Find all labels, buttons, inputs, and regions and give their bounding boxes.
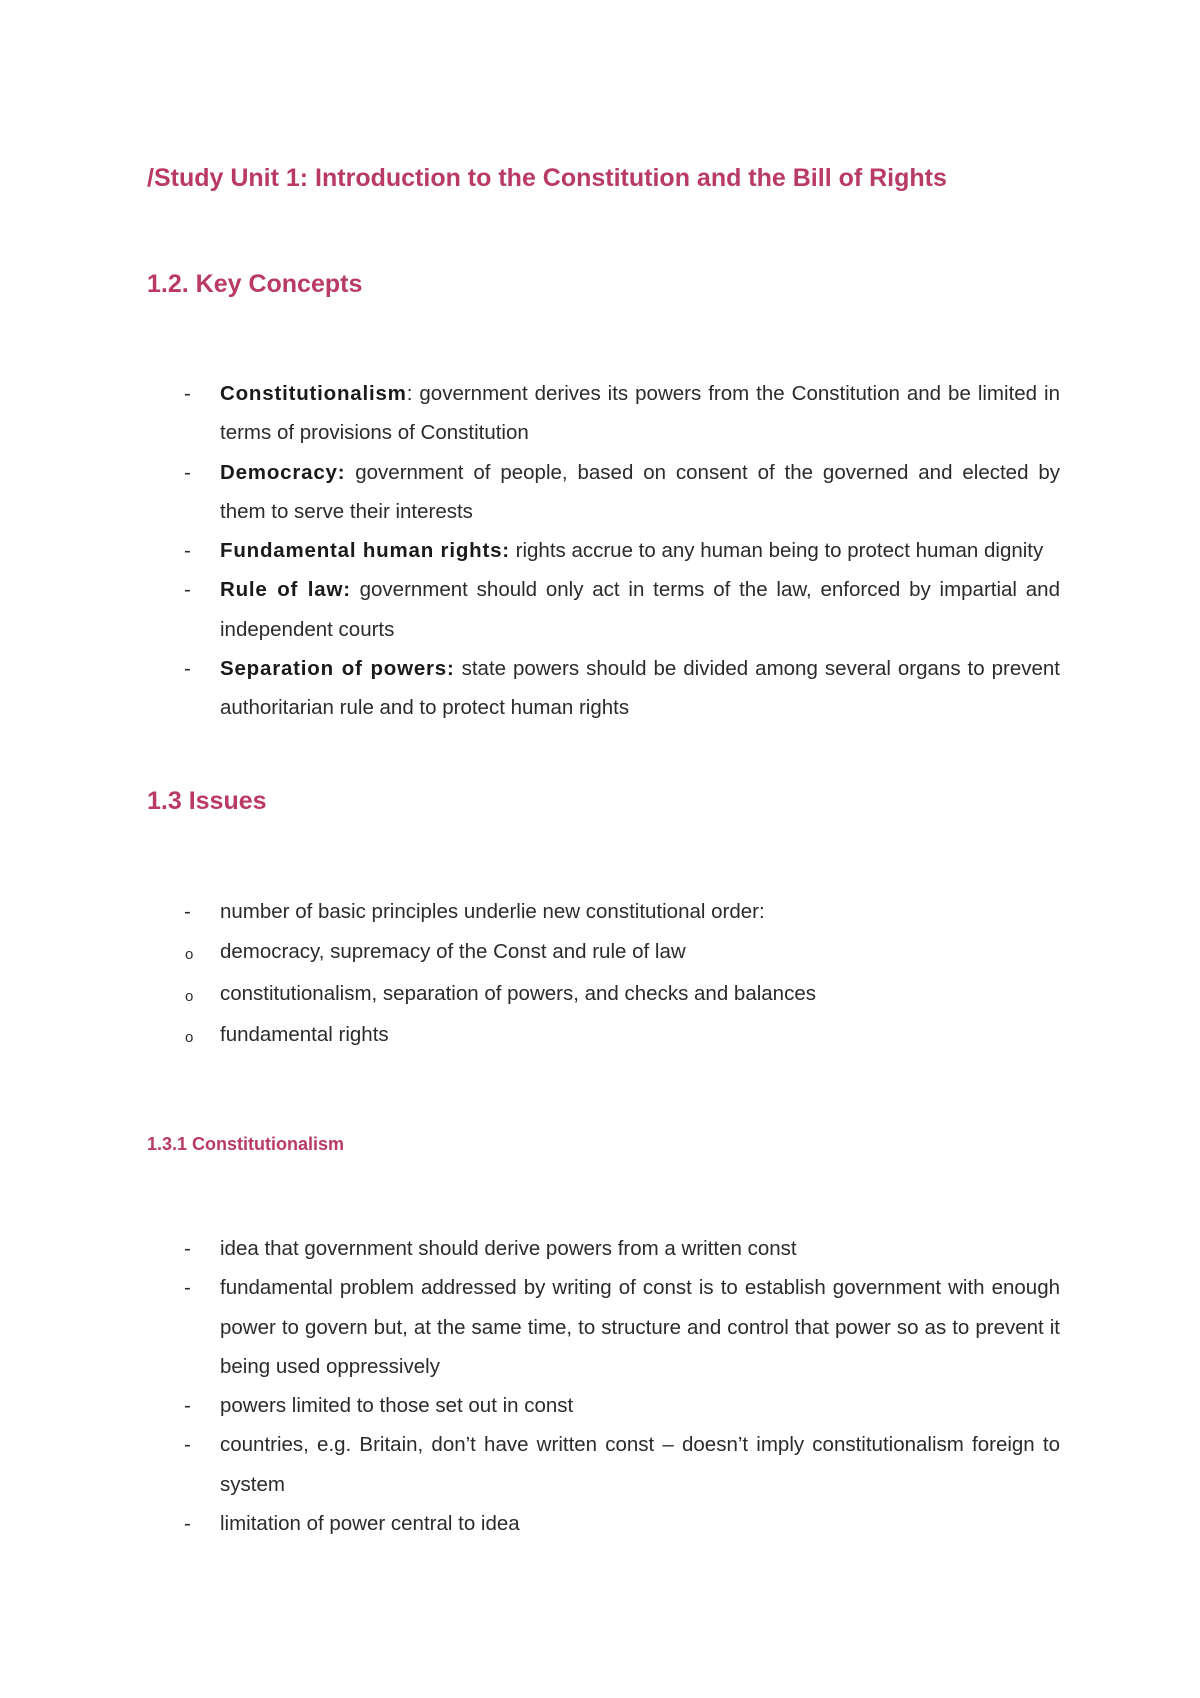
list-item xyxy=(147,1268,1060,1386)
list-item xyxy=(147,570,1060,649)
dash-marker: - xyxy=(184,539,191,563)
list-item-text: countries, e.g. Britain, don’t have written const – doesn’t imply constitutionalism foreign to system xyxy=(220,1433,1060,1496)
dash-marker: - xyxy=(184,460,191,484)
sublist-item xyxy=(147,973,1060,1015)
circle-bullet-icon: o xyxy=(185,1029,194,1047)
section-heading-key-concepts: 1.2. Key Concepts xyxy=(147,270,363,298)
concept-term: Democracy: xyxy=(220,460,346,484)
sublist-item-text: fundamental rights xyxy=(220,1023,389,1047)
list-item xyxy=(147,1386,1060,1425)
list-item xyxy=(147,1425,1060,1504)
concept-term: Fundamental human rights: xyxy=(220,539,510,563)
circle-bullet-icon: o xyxy=(185,946,194,964)
dash-marker: - xyxy=(184,1433,191,1457)
concept-definition: rights accrue to any human being to protect human dignity xyxy=(509,539,1044,563)
sublist-item-text: democracy, supremacy of the Const and rule of law xyxy=(220,940,686,964)
list-item-text: limitation of power central to idea xyxy=(220,1512,520,1536)
principles-sublist xyxy=(147,931,1060,1056)
list-item xyxy=(147,649,1060,728)
list-item-text: fundamental problem addressed by writing of const is to establish government with enough power to govern but, at the same time, to structure and control that power so as to prevent it being used oppressively xyxy=(220,1276,1060,1378)
concept-term: Separation of powers: xyxy=(220,657,455,681)
list-item xyxy=(147,892,1060,1056)
list-item xyxy=(147,1229,1060,1268)
section-heading-constitutionalism: 1.3.1 Constitutionalism xyxy=(147,1134,345,1154)
list-item-text: powers limited to those set out in const xyxy=(220,1394,574,1418)
list-item-text: idea that government should derive powers from a written const xyxy=(220,1237,797,1260)
dash-marker: - xyxy=(184,1394,191,1418)
section-heading-issues: 1.3 Issues xyxy=(147,787,267,815)
list-item xyxy=(147,1504,1060,1543)
list-item xyxy=(147,374,1060,453)
concept-definition: government of people, based on consent of the governed and elected by them to serve their interests xyxy=(220,460,1060,523)
dash-marker: - xyxy=(184,657,191,681)
list-item xyxy=(147,453,1060,532)
sublist-item xyxy=(147,1014,1060,1056)
dash-marker: - xyxy=(184,382,191,405)
sublist-item xyxy=(147,931,1060,973)
concept-definition: government should only act in terms of the law, enforced by impartial and independent courts xyxy=(220,578,1060,641)
sublist-item-text: constitutionalism, separation of powers, and checks and balances xyxy=(220,981,816,1005)
circle-bullet-icon: o xyxy=(185,987,194,1005)
dash-marker: - xyxy=(184,1237,191,1260)
issues-list xyxy=(147,892,1060,1056)
list-item xyxy=(147,531,1060,570)
concept-term: Rule of law: xyxy=(220,578,351,602)
constitutionalism-list xyxy=(147,1229,1060,1543)
concept-term: Constitutionalism xyxy=(220,382,407,405)
page-title: /Study Unit 1: Introduction to the Constitution and the Bill of Rights xyxy=(147,164,947,192)
concept-definition: state powers should be divided among several organs to prevent authoritarian rule and to protect human rights xyxy=(220,657,1060,720)
issues-intro-text: number of basic principles underlie new constitutional order: xyxy=(220,900,765,923)
key-concepts-list xyxy=(147,374,1060,728)
dash-marker: - xyxy=(184,1276,191,1300)
concept-definition: : government derives its powers from the Constitution and be limited in terms of provisions of Constitution xyxy=(220,382,1060,445)
dash-marker: - xyxy=(184,900,191,923)
dash-marker: - xyxy=(184,1512,191,1536)
dash-marker: - xyxy=(184,578,191,602)
